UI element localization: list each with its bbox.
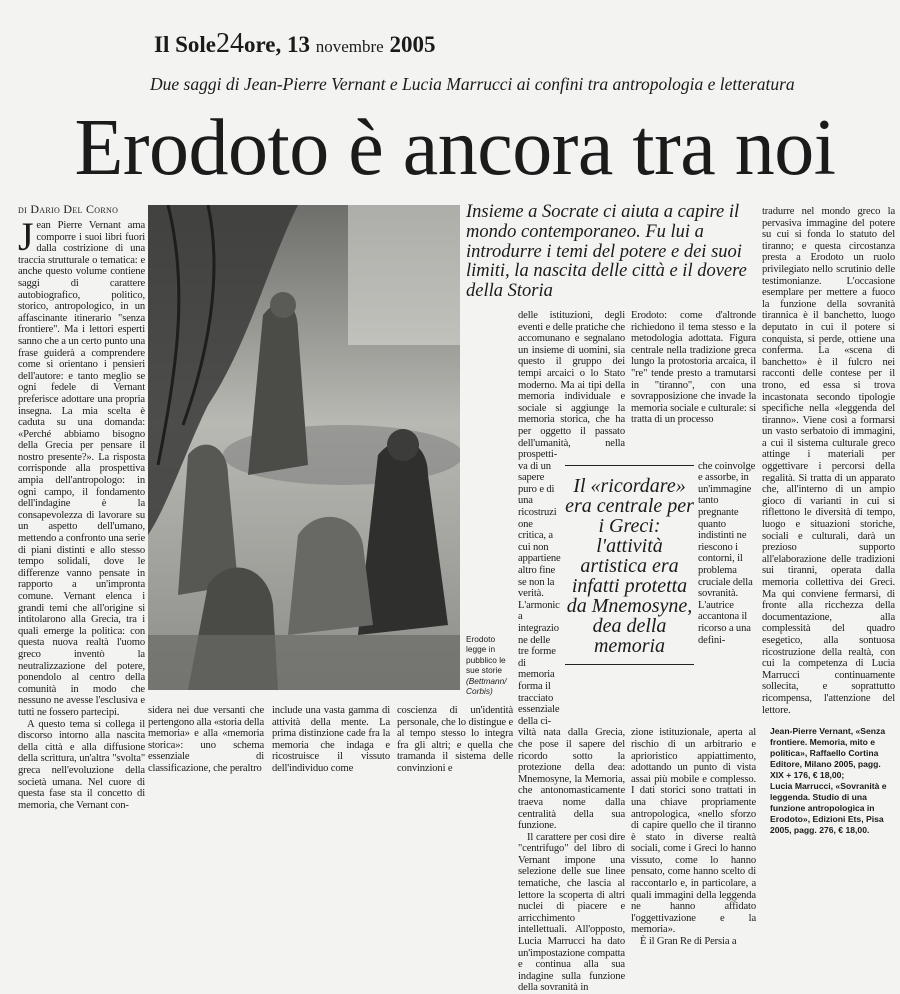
article-column-5: tradurre nel mondo greco la pervasiva immagine del potere su cui si fonda lo statuto del tiranno; e questa circostanza presta a Erodoto un ruolo privilegiato nello scrutinio delle testimonianze. L'occasione esemplare per mettere a fuoco la funzione della sovranità tirannica è il banchetto, luogo deputato in cui il potere si conquista, si perde, ottiene una conferma. La «scena di banchetto» è il fulcro nei racconti delle contese per il trono, ed essa si trova incastonata secondo tipologie specifiche nella «leggenda del tiranno». Viene così a formarsi un vasto serbatoio di immagini, a cui il sistema culturale greco attinge i materiali per oggettivare i percorsi della regalità. Si tratta di un apparato che, all'interno di un ampio gioco di varianti in cui si riflettono le diversità di tempo, luogo e situazioni storiche, sociali e culturali, darà un prezioso supporto all'elaborazione delle tradizioni sui tiranni, operata dalla memoria collettiva dei Greci. Ma qui conviene fermarsi, di fronte alla ricchezza della documentazione, alla complessità del quadro esegetico, alla sontuosa ricostruzione della realtà, con cui la competenza di Lucia Marrucci continuamente sollecita, e soprattutto ricompensa, l'attenzione del lettore. xyxy=(762,206,895,716)
column-5-block xyxy=(762,206,895,836)
article-column-2a: sidera nei due versanti che pertengono alla «storia della memoria» e alla «memoria storica»: uno schema essenziale di classificazione, che peraltro xyxy=(148,705,264,774)
publication-date: 13 novembre 2005 xyxy=(287,32,436,57)
deck-subtitle: Due saggi di Jean-Pierre Vernant e Lucia Marrucci ai confini tra antropologia e letteratura xyxy=(150,74,795,94)
article-column-4-top: Erodoto: come d'altronde richiedono il tema stesso e la metodologia adottata. Figura centrale nella tradizione greca lungo la protostoria arcaica, il "re" tende presto a tramutarsi in "tiranno", con una sovrapposizione che invade la memoria sociale e culturale: si tratta di un processo xyxy=(631,309,756,426)
photo-credit: (Bettmann/ Corbis) xyxy=(466,675,507,697)
article-column-1 xyxy=(18,214,145,811)
masthead xyxy=(154,28,435,60)
newspaper-name: Il Sole24ore, xyxy=(154,28,282,59)
article-column-3-bottom xyxy=(518,727,625,994)
photo-caption: Erodoto legge in pubblico le sue storie (Bettmann/ Corbis) xyxy=(466,634,512,696)
article-column-3-top: delle istituzioni, degli eventi e delle pratiche che accomunano e segnalano un insieme di uomini, sia questo il gruppo dei tempi arcaici o lo Stato moderno. Ma ai tipi della memoria individuale e sociale si aggiunge la memoria storica, che ha per oggetto il passato dell'umanità, nella prospetti- xyxy=(518,309,625,461)
paragraph: Jean Pierre Vernant ama comporre i suoi libri fuori dalla costrizione di una traccia strutturale o tematica: e anche questo volume contiene saggi di carattere autobiografico, politico, storico, antropologico, in un affascinante itinerario "senza frontiere". Ma i lettori esperti sanno che a un certo punto una frase guiderà a comprendere come si orientano i pensieri dell'autore: e tanto meglio se ogni fedele di Vernant preferisce adottare una propria insegna. La mia scelta è caduta su una domanda: «Perché abbiamo bisogno della Grecia per pensare il nostro presente?». La risposta corrisponde alla prospettiva ampia dell'antropologo: in ogni campo, il fondamento dell'indagine è la consapevolezza di lavorare su un aspetto dell'umano, mettendo a confronto una serie di piani distinti e allo stesso tempo solidali, dove le differenze vanno pensate in rapporto a un'impronta comune. Vernant elenca i grandi temi che all'origine si intitolarono alla Grecia, tra i quali emerge la politica: con questa nuova realtà l'uomo greco inventò la neutralizzazione del potere, ponendolo al centro della comunità in modo che nessuno ne avesse l'esclusiva e tutti ne fossero partecipi. xyxy=(18,214,145,718)
article-column-2c: coscienza di un'identità personale, che lo distingue e al tempo stesso lo integra fra gli altri; e quella che tramanda il sistema delle convinzioni e xyxy=(397,705,513,774)
article-column-4-narrow: che coinvolge e assorbe, in un'immagine tanto pregnante quanto indistinti ne riescono i contorni, il problema cruciale della sovranità. L'autrice accantona il ricorso a una defini- xyxy=(698,460,756,646)
paragraph: È il Gran Re di Persia a xyxy=(640,936,737,948)
paragraph: zione istituzionale, aperta al rischio di un arbitrario e aprioristico appiattimento, adottando un punto di vista assai più mobile e complesso. I dati storici sono trattati in una chiave propriamente antropologica, «nello sforzo di capire quello che il tiranno è stato in diverse realtà sociali, come i Greci lo hanno vissuto, come lo hanno pensato, come hanno scelto di raccontarlo e, in particolare, a quali immagini della leggenda ne hanno affidato l'oggettivazione e la memoria». xyxy=(631,727,756,936)
pull-quote: Il «ricordare» era centrale per i Greci: l'attività artistica era infatti protetta da Mnemosyne, dea della memoria xyxy=(565,465,694,665)
bibliography-entry: Jean-Pierre Vernant, «Senza frontiere. Memoria, mito e politica», Raffaello Cortina Editore, Milano 2005, pagg. XIX + 176, € 18,00; xyxy=(770,726,886,781)
engraving-photo xyxy=(148,205,460,690)
columns-bottom-row xyxy=(518,727,756,994)
paragraph: A questo tema si collega il discorso intorno alla nascita della città e alla diffusione della scrittura, un'altra "svolta" greca nell'evoluzione della società umana. Nel cuore di questa fase sta il concetto di memoria, che Vernant con- xyxy=(18,718,145,811)
drop-cap: J xyxy=(18,214,34,259)
right-article-block xyxy=(466,203,756,994)
paragraph: viltà nata dalla Grecia, che pose il sapere del ricordo sotto la protezione della dea: Mnemosyne, la Memoria, che antonomasticamente traeva nome dalla centralità della sua funzione. xyxy=(518,727,625,832)
bibliography xyxy=(770,726,895,836)
article-column-2b: include una vasta gamma di attività della mente. La prima distinzione cade fra la memoria che indaga e ricostruisce il vissuto dell'individuo come xyxy=(272,705,390,774)
columns-top-row xyxy=(518,310,756,461)
bibliography-entry: Lucia Marrucci, «Sovranità e leggenda. Studio di una funzione antropologica in Erodoto», Edizioni Ets, Pisa 2005, pagg. 276, € 18,00. xyxy=(770,781,887,836)
columns-middle-row xyxy=(518,461,756,728)
article-column-4-bottom xyxy=(631,727,756,947)
byline: di Dario Del Corno xyxy=(18,202,119,216)
article-column-3-narrow: va di un sapere puro e di una ricostruzione critica, a cui non appartiene altro fine se non la verità. L'armonica integrazione delle tre forme di memoria forma il tracciato essenziale della ci- xyxy=(518,460,561,727)
kicker: Insieme a Socrate ci aiuta a capire il mondo contemporaneo. Fu lui a introdurre i temi del potere e dei suoi limiti, la nascita delle città e il dovere della Storia xyxy=(466,202,747,302)
headline: Erodoto è ancora tra noi xyxy=(74,104,836,192)
paragraph: Il carattere per così dire "centrifugo" del libro di Vernant impone una selezione delle sue linee tematiche, che lascia al lettore la scoperta di altri nuclei di piacere e arricchimento intellettuali. All'opposto, Lucia Marrucci ha dato un'impostazione compatta e continua alla sua indagine sulla funzione della sovranità in xyxy=(518,831,625,994)
columns-3-4 xyxy=(518,310,756,994)
